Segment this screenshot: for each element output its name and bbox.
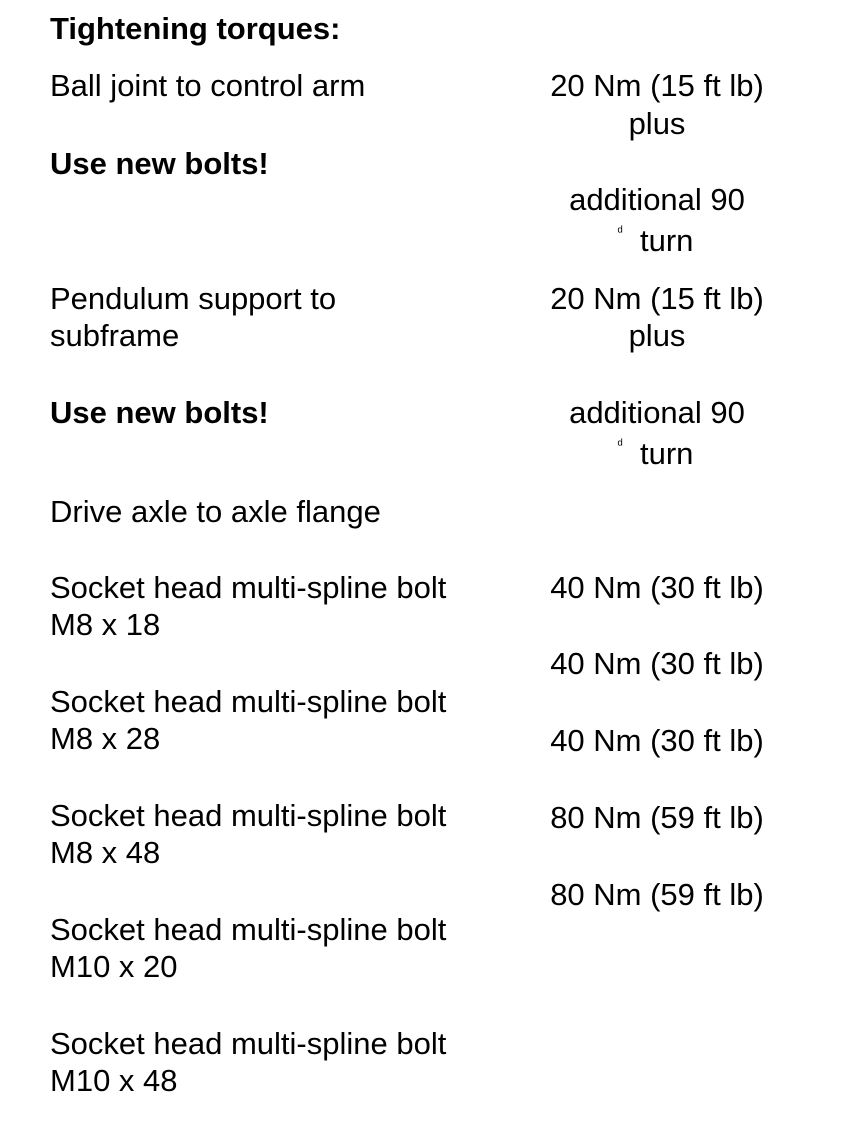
pendulum-torque: 20 Nm (15 ft lb) [550, 281, 764, 316]
ball-joint-torque: 20 Nm (15 ft lb) [550, 68, 764, 103]
pendulum-plus: plus [628, 318, 686, 353]
drive-axle-label: Drive axle to axle flange [50, 494, 381, 529]
ball-joint-plus: plus [628, 106, 686, 141]
ball-joint-additional: additional 90 [569, 182, 745, 217]
bolt-5-size: M10 x 48 [50, 1063, 178, 1098]
bolt-1-size: M8 x 18 [50, 607, 161, 642]
pendulum-note: Use new bolts! [50, 395, 269, 430]
page-title: Tightening torques: [50, 11, 341, 46]
ball-joint-note: Use new bolts! [50, 146, 269, 181]
ball-joint-turn: turn [640, 223, 694, 258]
bolt-torque-3: 40 Nm (30 ft lb) [550, 723, 764, 758]
bolt-5-label: Socket head multi-spline bolt [50, 1026, 447, 1061]
bolt-3-size: M8 x 48 [50, 835, 161, 870]
bolt-torque-1: 40 Nm (30 ft lb) [550, 570, 764, 605]
bolt-4-label: Socket head multi-spline bolt [50, 912, 447, 947]
bolt-2-size: M8 x 28 [50, 721, 161, 756]
bolt-torque-2: 40 Nm (30 ft lb) [550, 646, 764, 681]
bolt-torque-5: 80 Nm (59 ft lb) [550, 877, 764, 912]
bolt-4-size: M10 x 20 [50, 949, 178, 984]
bolt-1-label: Socket head multi-spline bolt [50, 570, 447, 605]
pendulum-additional: additional 90 [569, 395, 745, 430]
pendulum-label-line2: subframe [50, 318, 180, 353]
bolt-3-label: Socket head multi-spline bolt [50, 798, 447, 833]
bolt-torque-4: 80 Nm (59 ft lb) [550, 800, 764, 835]
ball-joint-label: Ball joint to control arm [50, 68, 366, 103]
pendulum-turn: turn [640, 436, 694, 471]
bolt-2-label: Socket head multi-spline bolt [50, 684, 447, 719]
pendulum-label-line1: Pendulum support to [50, 281, 337, 316]
